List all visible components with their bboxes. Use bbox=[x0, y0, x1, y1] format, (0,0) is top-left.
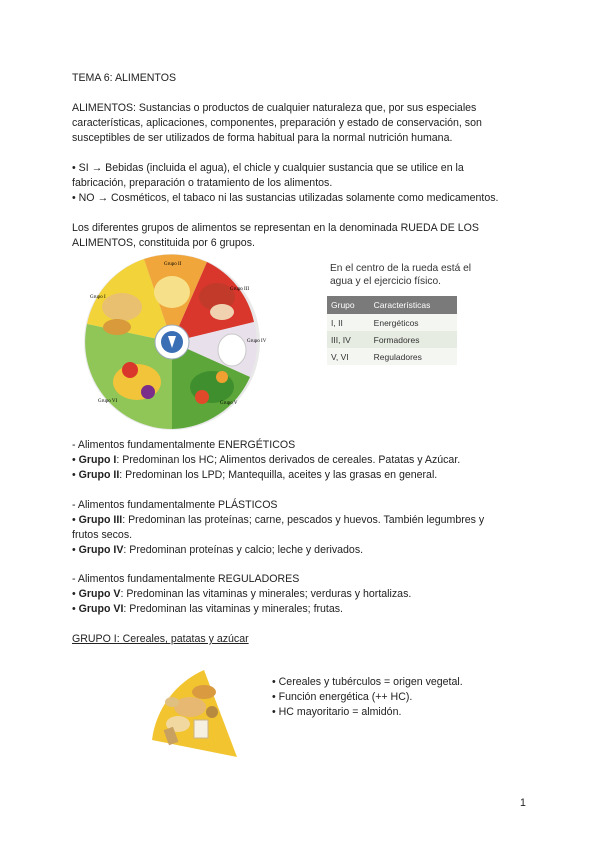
text-line: • NO → Cosméticos, el tabaco ni las sustancias utilizadas solamente como medicamentos. bbox=[72, 192, 499, 204]
group-name: Grupo I bbox=[78, 454, 117, 466]
text-line: • SI → Bebidas (incluida el agua), el chicle y cualquier sustancia que se utilice en la bbox=[72, 162, 464, 174]
table-row bbox=[327, 348, 457, 365]
rueda-paragraph bbox=[72, 221, 522, 251]
wheel-label-group-1: Grupo I bbox=[90, 295, 106, 300]
table-header-row bbox=[327, 296, 457, 314]
list-item: • Grupo I: Predominan los HC; Alimentos derivados de cereales. Patatas y Azúcar. bbox=[72, 454, 461, 466]
table-row bbox=[327, 331, 457, 348]
table-cell: Energéticos bbox=[370, 314, 457, 331]
group-name: Grupo VI bbox=[78, 603, 124, 615]
groups-table bbox=[327, 296, 457, 365]
page-title: TEMA 6: ALIMENTOS bbox=[72, 72, 177, 84]
table-header-cell: Grupo bbox=[327, 296, 370, 314]
wheel-label-group-2: Grupo II bbox=[164, 262, 182, 267]
table-cell: V, VI bbox=[327, 348, 370, 365]
table-cell: Formadores bbox=[370, 331, 457, 348]
energeticos-section bbox=[72, 438, 522, 483]
group-name: Grupo II bbox=[78, 469, 120, 481]
text-line: agua y el ejercicio físico. bbox=[330, 276, 441, 287]
text-line: susceptibles de ser utilizados de forma habitual para la normal nutrición humana. bbox=[72, 132, 453, 144]
text-line: En el centro de la rueda está el bbox=[330, 263, 472, 274]
text-line: ALIMENTOS: Sustancias o productos de cualquier naturaleza que, por sus especiales bbox=[72, 102, 477, 114]
section-heading: - Alimentos fundamentalmente ENERGÉTICOS bbox=[72, 439, 296, 451]
list-item: • Grupo IV: Predominan proteínas y calcio; leche y derivados. bbox=[72, 544, 364, 556]
list-item: • Grupo VI: Predominan las vitaminas y minerales; frutas. bbox=[72, 603, 344, 615]
definition-paragraph bbox=[72, 101, 522, 146]
group-name: Grupo III bbox=[78, 514, 123, 526]
grupo1-list bbox=[272, 675, 463, 720]
list-item: • HC mayoritario = almidón. bbox=[272, 706, 402, 718]
table-cell: III, IV bbox=[327, 331, 370, 348]
text-line: Los diferentes grupos de alimentos se representan en la denominada RUEDA DE LOS bbox=[72, 222, 479, 234]
list-item: • Cereales y tubérculos = origen vegetal. bbox=[272, 676, 463, 688]
table-header-cell: Características bbox=[370, 296, 457, 314]
text-line: ALIMENTOS, constituida por 6 grupos. bbox=[72, 237, 255, 249]
wheel-label-group-4: Grupo IV bbox=[247, 339, 267, 344]
list-item: • Grupo II: Predominan los LPD; Mantequilla, aceites y las grasas en general. bbox=[72, 469, 438, 481]
wheel-label-group-3: Grupo III bbox=[230, 287, 250, 292]
group-name: Grupo V bbox=[78, 588, 121, 600]
plasticos-section bbox=[72, 498, 522, 558]
group-name: Grupo IV bbox=[78, 544, 124, 556]
section-heading: - Alimentos fundamentalmente PLÁSTICOS bbox=[72, 499, 278, 511]
wheel-label-group-6: Grupo VI bbox=[98, 399, 118, 404]
wheel-note bbox=[330, 262, 471, 288]
table-cell: I, II bbox=[327, 314, 370, 331]
food-wheel-image bbox=[82, 252, 267, 432]
page-number: 1 bbox=[520, 797, 526, 809]
table-row bbox=[327, 314, 457, 331]
table-cell: Reguladores bbox=[370, 348, 457, 365]
list-item-continuation: frutos secos. bbox=[72, 529, 133, 541]
list-item: • Grupo III: Predominan las proteínas; carne, pescados y huevos. También legumbres y bbox=[72, 514, 485, 526]
list-item: • Grupo V: Predominan las vitaminas y minerales; verduras y hortalizas. bbox=[72, 588, 412, 600]
wheel-label-group-5: Grupo V bbox=[220, 401, 238, 406]
list-item: • Función energética (++ HC). bbox=[272, 691, 413, 703]
text-line: fabricación, preparación o tratamiento de los alimentos. bbox=[72, 177, 333, 189]
si-no-paragraph bbox=[72, 161, 522, 206]
section-heading: - Alimentos fundamentalmente REGULADORES bbox=[72, 573, 300, 585]
reguladores-section bbox=[72, 572, 522, 617]
grupo1-heading: GRUPO I: Cereales, patatas y azúcar bbox=[72, 633, 249, 645]
text-line: características, aplicaciones, componentes, preparación y estado de conservación, son bbox=[72, 117, 482, 129]
group1-segment-image bbox=[142, 662, 242, 762]
